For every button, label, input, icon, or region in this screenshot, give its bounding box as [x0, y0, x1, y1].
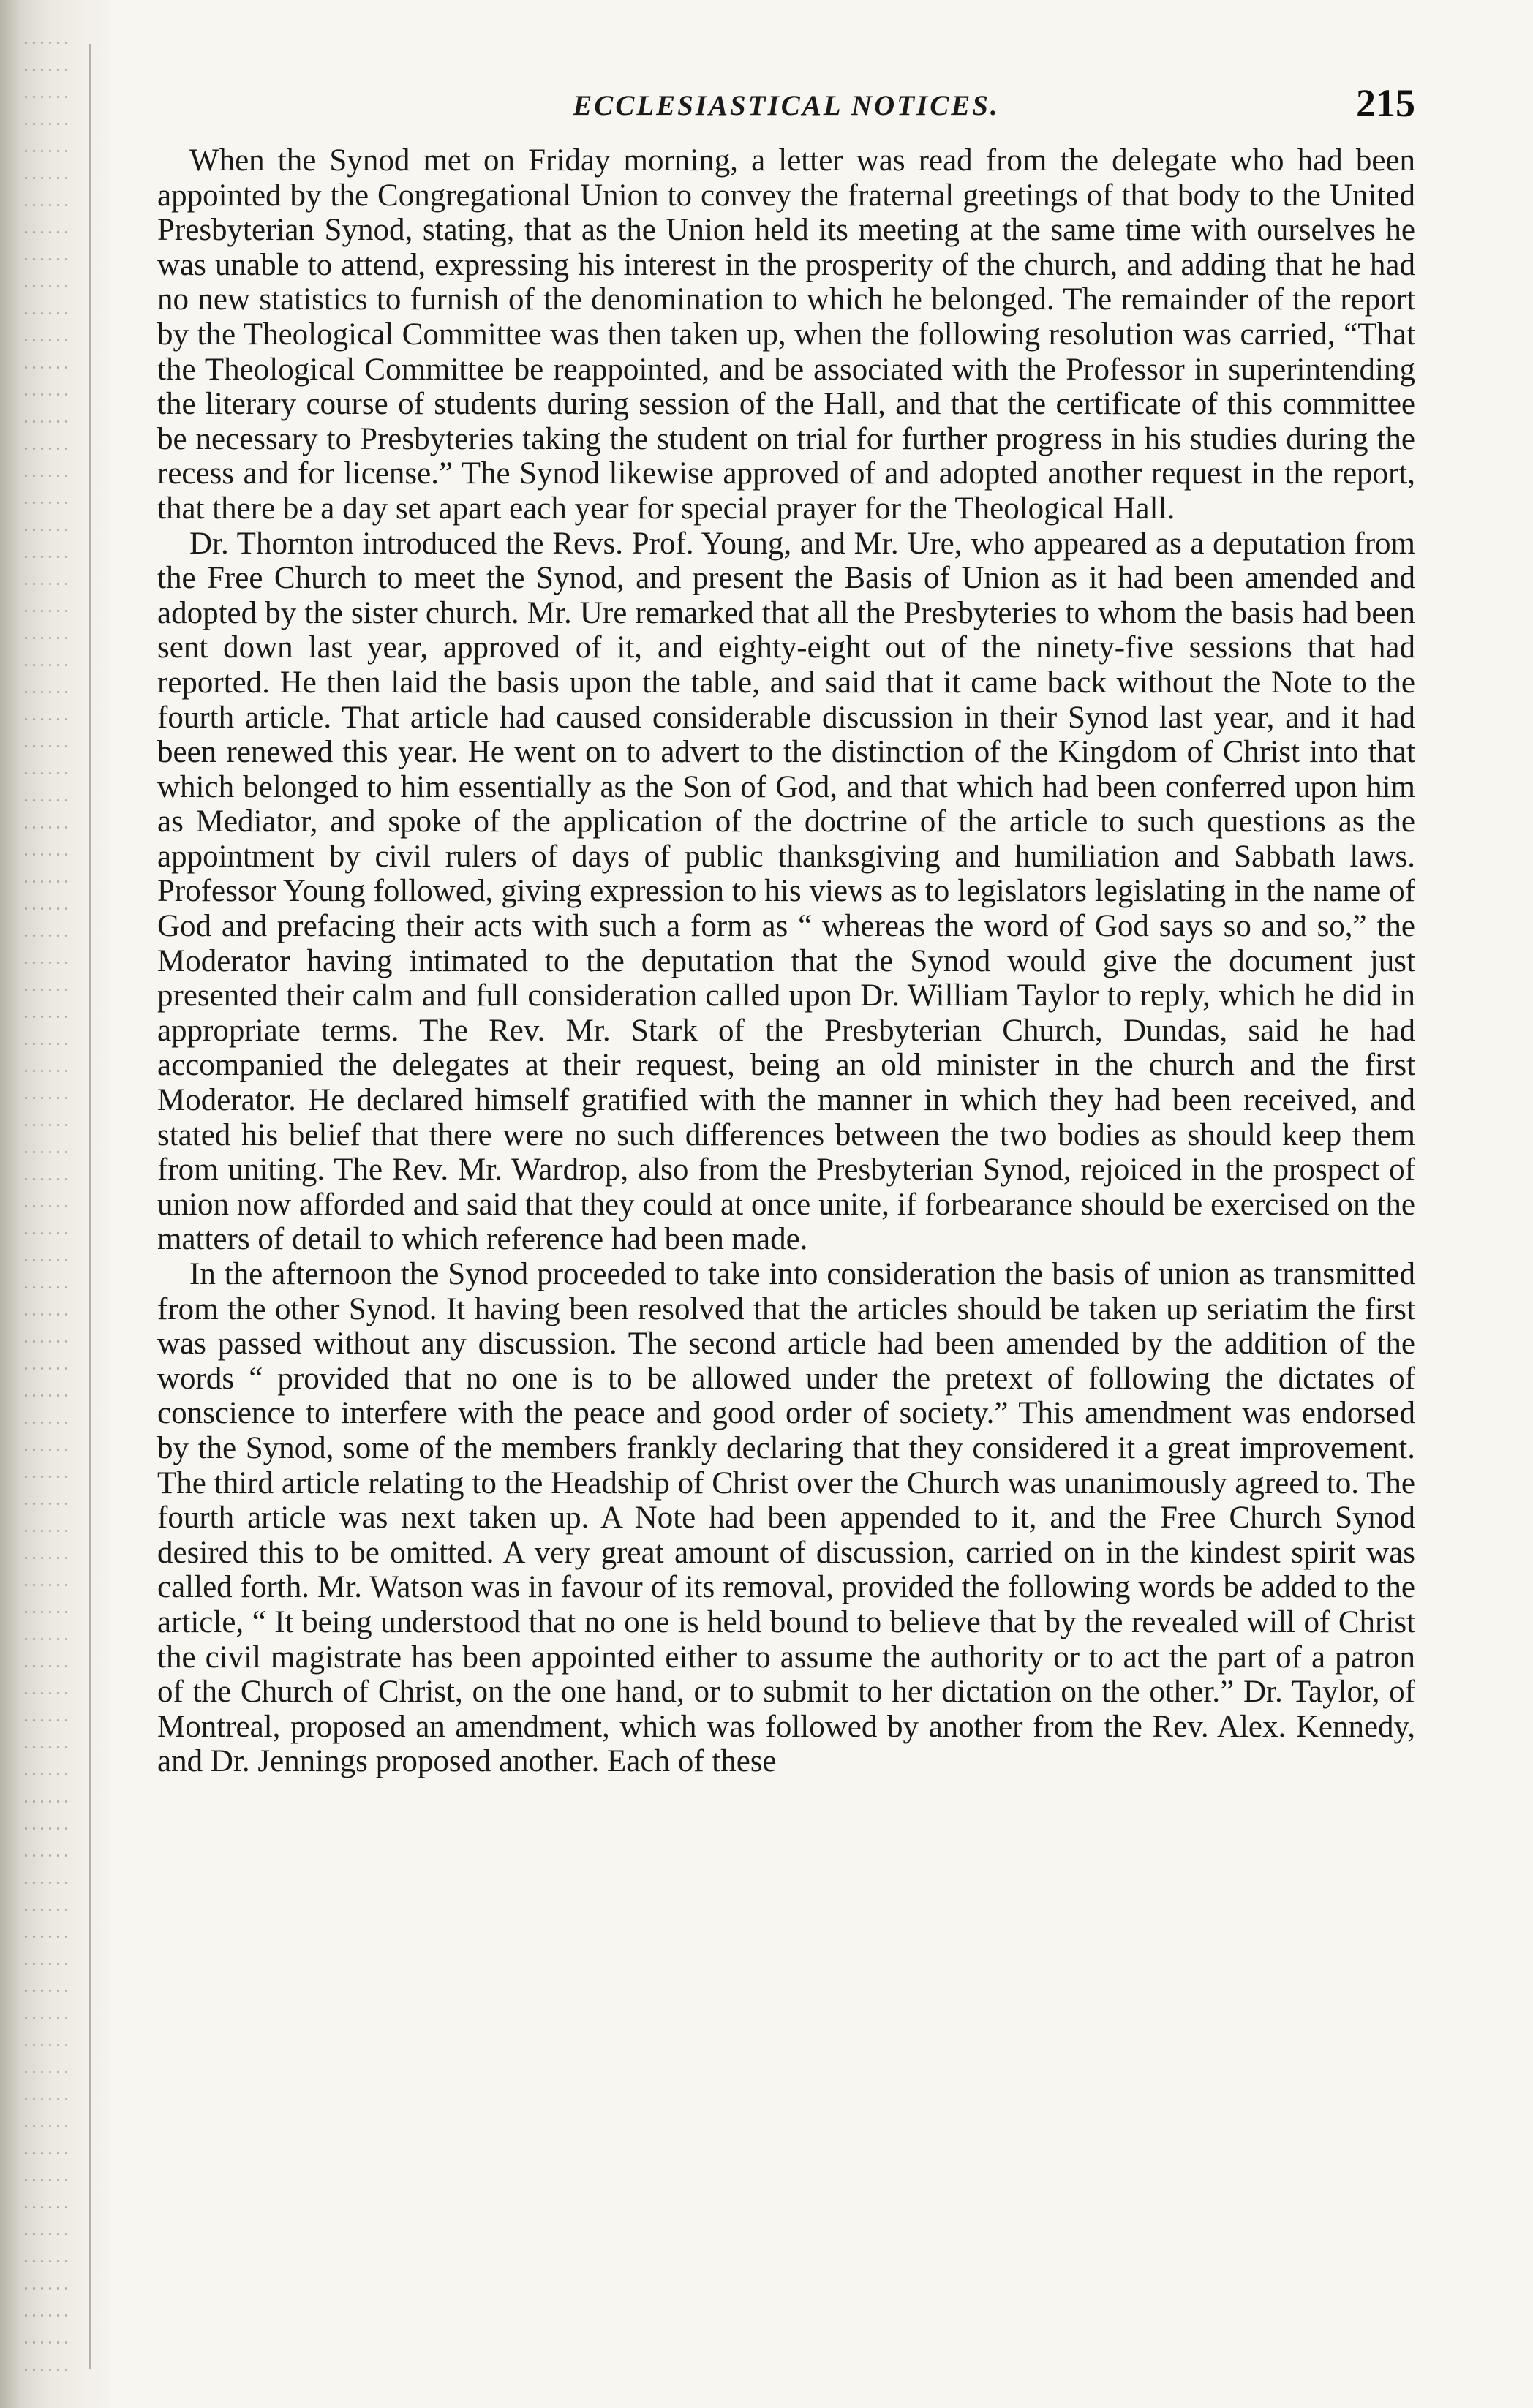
paragraph-afternoon-session: In the afternoon the Synod proceeded to take into consideration the basis of union as transmitted from the other Synod. It having been resolved that the articles should be taken up seriatim the first was passed without any discussion. The second article had been amended by the addition of the words “ provided that no one is to be allowed under the pretext of following the dictates of conscience to interfere with the peace and good order of society.” This amendment was endorsed by the Synod, some of the members frankly declaring that they considered it a great improvement. The third article relating to the Headship of Christ over the Church was unanimously agreed to. The fourth article was next taken up. A Note had been appended to it, and the Free Church Synod desired this to be omitted. A very great amount of discussion, carried on in the kindest spirit was called forth. Mr. Watson was in favour of its removal, provided the following words be added to the article, “ It being understood that no one is held bound to believe that by the revealed will of Christ the civil magistrate has been appointed either to assume the authority or to act the part of a patron of the Church of Christ, on the one hand, or to submit to her dictation on the other.” Dr. Taylor, of Montreal, proposed an amendment, which was followed by another from the Rev. Alex. Kennedy, and Dr. Jennings proposed another. Each of these [157, 1257, 1415, 1779]
running-head [157, 80, 1415, 143]
running-title: ECCLESIASTICAL NOTICES. [573, 90, 1000, 121]
paragraph-deputation: Dr. Thornton introduced the Revs. Prof. Young, and Mr. Ure, who appeared as a deputation from the Free Church to meet the Synod, and present the Basis of Union as it had been amended and adopted by the sister church. Mr. Ure remarked that all the Presbyteries to whom the basis had been sent down last year, approved of it, and eighty-eight out of the ninety-five sessions that had reported. He then laid the basis upon the table, and said that it came back without the Note to the fourth article. That article had caused considerable discussion in their Synod last year, and it had been renewed this year. He went on to advert to the distinction of the Kingdom of Christ into that which belonged to him essentially as the Son of God, and that which had been conferred upon him as Mediator, and spoke of the application of the doctrine of the article to such questions as the appointment by civil rulers of days of public thanksgiving and humiliation and Sabbath laws. Professor Young followed, giving expression to his views as to legislators legislating in the name of God and prefacing their acts with such a form as “ whereas the word of God says so and so,” the Moderator having intimated to the deputation that the Synod would give the document just presented their calm and full consideration called upon Dr. William Taylor to reply, which he did in appropriate terms. The Rev. Mr. Stark of the Presbyterian Church, Dundas, said he had accompanied the delegates at their request, being an old minister in the church and the first Moderator. He declared himself gratified with the manner in which they had been received, and stated his belief that there were no such differences between the two bodies as should keep them from uniting. The Rev. Mr. Wardrop, also from the Presbyterian Synod, rejoiced in the prospect of union now afforded and said that they could at once unite, if forbearance should be exercised on the matters of detail to which reference had been made. [157, 526, 1415, 1257]
document-page [157, 80, 1415, 1779]
page-edge-line [89, 44, 91, 2369]
binding-gutter [0, 0, 110, 2408]
page-number: 215 [1356, 81, 1415, 125]
binding-stitch-marks [22, 29, 73, 2384]
article-body [157, 143, 1415, 1779]
paragraph-synod-friday: When the Synod met on Friday morning, a letter was read from the delegate who had been appointed by the Congregational Union to convey the fraternal greetings of that body to the United Presbyterian Synod, stating, that as the Union held its meeting at the same time with ourselves he was unable to attend, expressing his interest in the prosperity of the church, and adding that he had no new statistics to furnish of the denomination to which he belonged. The remainder of the report by the Theological Committee was then taken up, when the following resolution was carried, “That the Theological Committee be reappointed, and be associated with the Professor in superintending the literary course of students during session of the Hall, and that the certificate of this committee be necessary to Presbyteries taking the student on trial for further progress in his studies during the recess and for license.” The Synod likewise approved of and adopted another request in the report, that there be a day set apart each year for special prayer for the Theological Hall. [157, 143, 1415, 526]
